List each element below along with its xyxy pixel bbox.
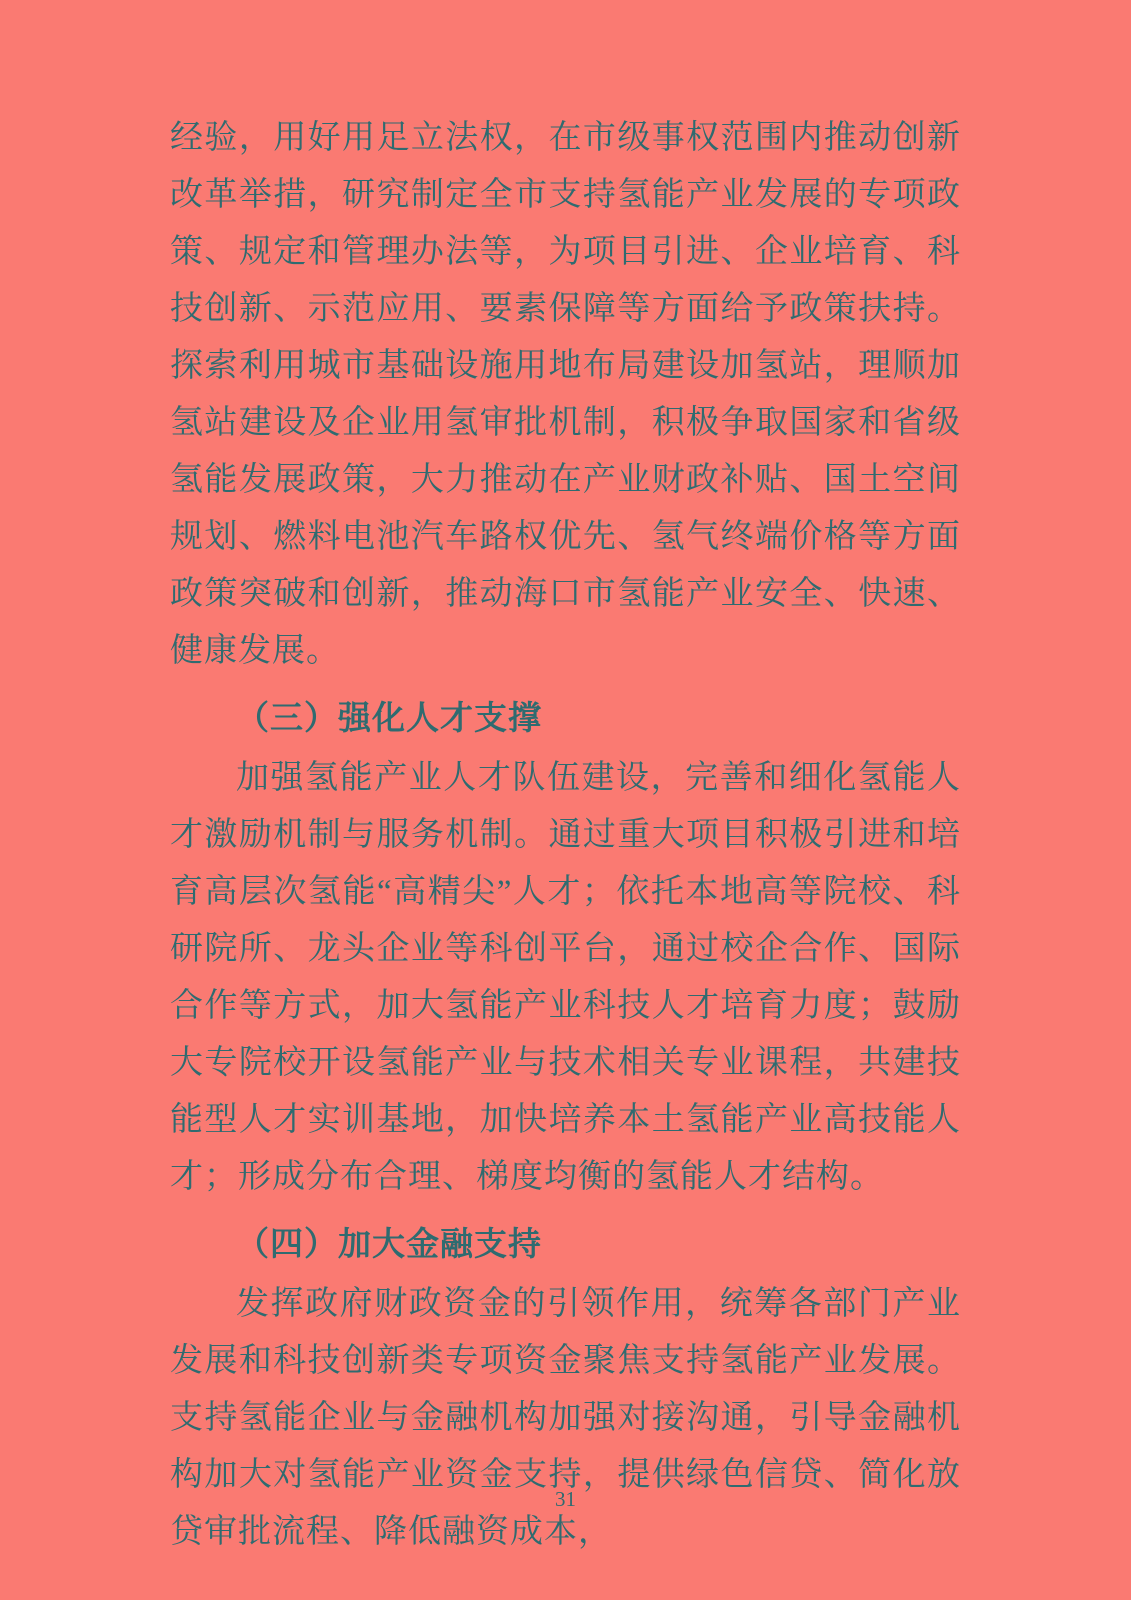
paragraph-talent-support: 加强氢能产业人才队伍建设，完善和细化氢能人才激励机制与服务机制。通过重大项目积极引进和培育高层次氢能“高精尖”人才；依托本地高等院校、科研院所、龙头企业等科创平台，通过校企合作、国际合作等方式，加大氢能产业科技人才培育力度；鼓励大专院校开设氢能产业与技术相关专业课程，共建技能型人才实训基地，加快培养本土氢能产业高技能人才；形成分布合理、梯度均衡的氢能人才结构。 (170, 760, 961, 1195)
paragraph-financial-support: 发挥政府财政资金的引领作用，统筹各部门产业发展和科技创新类专项资金聚焦支持氢能产业发展。支持氢能企业与金融机构加强对接沟通，引导金融机构加大对氢能产业资金支持，提供绿色信贷、简化放贷审批流程、降低融资成本， (170, 1286, 961, 1550)
page-number: 31 (555, 1487, 576, 1511)
paragraph-continued-policy: 经验，用好用足立法权，在市级事权范围内推动创新改革举措，研究制定全市支持氢能产业发展的专项政策、规定和管理办法等，为项目引进、企业培育、科技创新、示范应用、要素保障等方面给予政策扶持。探索利用城市基础设施用地布局建设加氢站，理顺加氢站建设及企业用氢审批机制，积极争取国家和省级氢能发展政策，大力推动在产业财政补贴、国土空间规划、燃料电池汽车路权优先、氢气终端价格等方面政策突破和创新，推动海口市氢能产业安全、快速、健康发展。 (170, 120, 961, 669)
heading-section-three: （三）强化人才支撑 (236, 698, 542, 737)
heading-section-four: （四）加大金融支持 (236, 1224, 542, 1263)
document-body (170, 110, 961, 1561)
